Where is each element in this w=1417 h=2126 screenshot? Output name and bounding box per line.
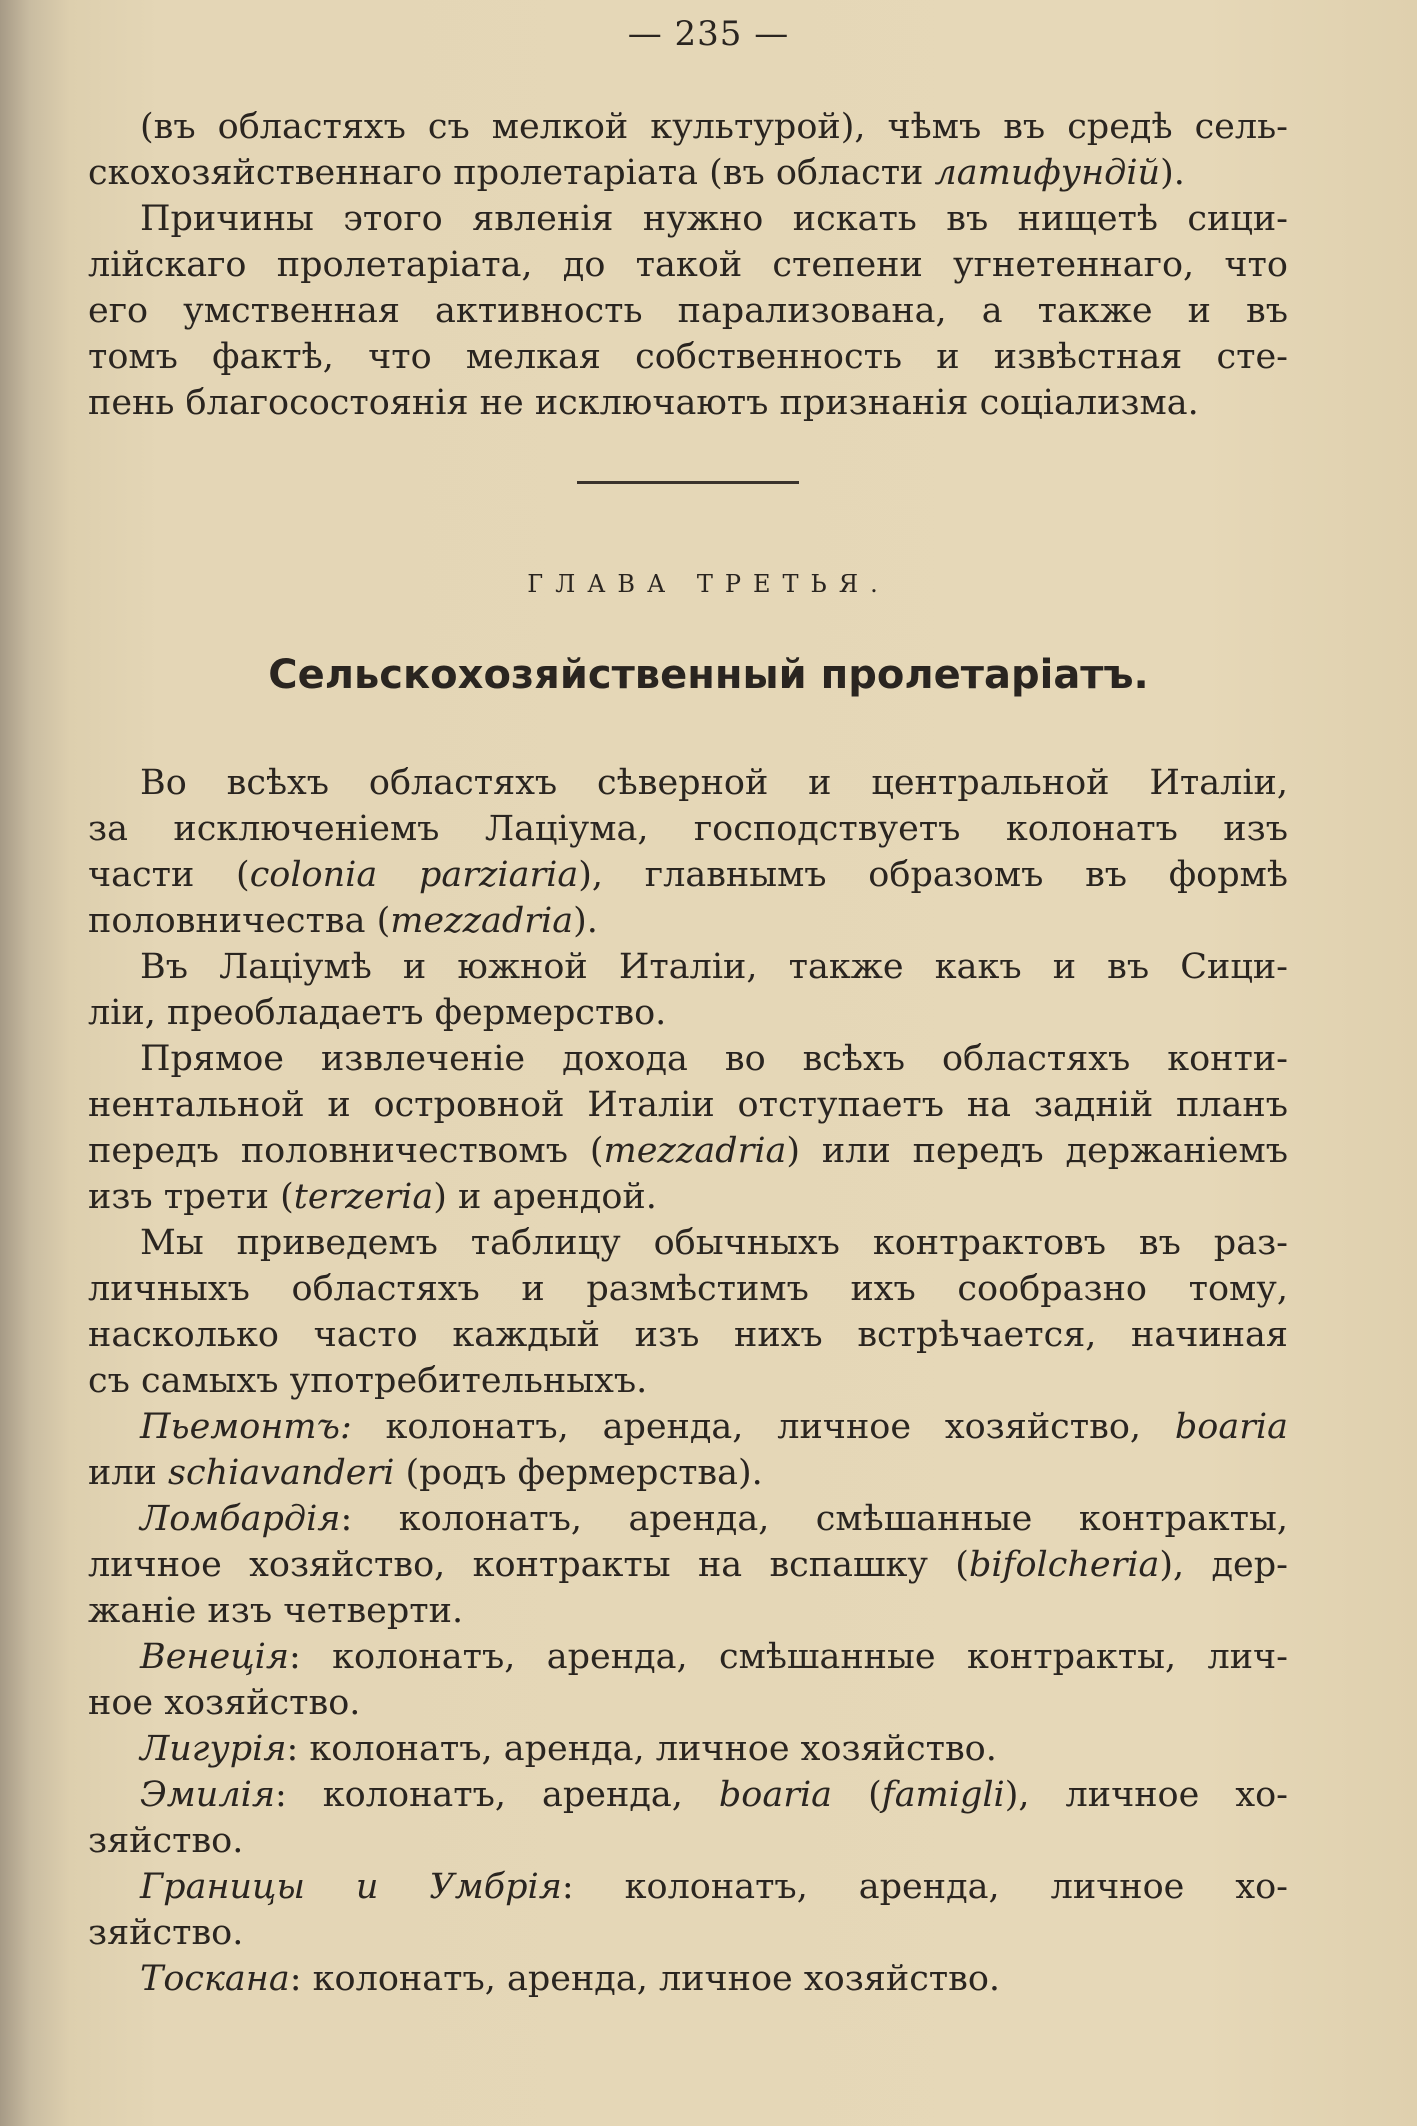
text-segment: скохозяйственнаго пролетаріата (въ области bbox=[88, 153, 935, 193]
text-segment: за исключеніемъ Лаціума, господствуетъ колонатъ изъ bbox=[88, 809, 1288, 849]
text-segment: : колонатъ, аренда, личное хозяйство. bbox=[289, 1959, 1001, 1999]
text-segment: ). bbox=[573, 901, 598, 941]
italic-term: colonia parziaria bbox=[249, 855, 579, 895]
text-line bbox=[88, 1588, 1288, 1634]
text-segment: ), главнымъ образомъ въ формѣ bbox=[578, 855, 1288, 895]
text-line bbox=[88, 1634, 1288, 1680]
text-segment: : колонатъ, аренда, bbox=[275, 1775, 719, 1815]
text-line bbox=[88, 1726, 1288, 1772]
text-segment: зяйство. bbox=[88, 1913, 244, 1953]
text-segment: томъ фактѣ, что мелкая собственность и извѣстная сте- bbox=[88, 337, 1288, 377]
text-segment: : колонатъ, аренда, личное хозяйство. bbox=[286, 1729, 997, 1769]
text-line bbox=[88, 1680, 1288, 1726]
text-segment: (родъ фермерства). bbox=[394, 1453, 763, 1493]
text-segment: насколько часто каждый изъ нихъ встрѣчается, начиная bbox=[88, 1315, 1288, 1355]
text-segment: съ самыхъ употребительныхъ. bbox=[88, 1361, 648, 1401]
text-segment: или bbox=[88, 1453, 169, 1493]
text-line bbox=[88, 990, 1288, 1036]
text-segment: Въ Лаціумѣ и южной Италіи, также какъ и въ Сици- bbox=[140, 947, 1288, 987]
italic-term: Эмилія bbox=[140, 1775, 275, 1815]
text-segment: ) и арендой. bbox=[433, 1177, 657, 1217]
italic-term: латифундій bbox=[934, 153, 1161, 193]
text-segment: части ( bbox=[88, 855, 250, 895]
text-line bbox=[88, 1910, 1288, 1956]
chapter-title: Сельскохозяйственный пролетаріатъ. bbox=[268, 652, 1149, 698]
text-segment: его умственная активность парализована, а также и въ bbox=[88, 291, 1288, 331]
text-line bbox=[88, 196, 1288, 242]
text-line bbox=[88, 334, 1288, 380]
italic-term: Лигурія bbox=[140, 1729, 287, 1769]
text-segment: зяйство. bbox=[88, 1821, 244, 1861]
text-line bbox=[88, 1956, 1288, 2002]
text-segment: Прямое извлеченіе дохода во всѣхъ областяхъ конти- bbox=[140, 1039, 1288, 1079]
italic-term: terzeria bbox=[293, 1177, 434, 1217]
text-segment: : колонатъ, аренда, личное хо- bbox=[561, 1867, 1288, 1907]
text-line bbox=[88, 944, 1288, 990]
text-line bbox=[88, 1404, 1288, 1450]
text-line bbox=[88, 150, 1288, 196]
text-segment: ное хозяйство. bbox=[88, 1683, 361, 1723]
text-segment: ), личное хо- bbox=[1004, 1775, 1288, 1815]
text-segment: ( bbox=[832, 1775, 882, 1815]
text-line bbox=[88, 104, 1288, 150]
text-segment: личныхъ областяхъ и размѣстимъ ихъ сообразно тому, bbox=[88, 1269, 1288, 1309]
chapter-label: ГЛАВА ТРЕТЬЯ. bbox=[527, 570, 890, 598]
italic-term: boaria bbox=[718, 1775, 833, 1815]
text-line bbox=[88, 1772, 1288, 1818]
text-segment: (въ областяхъ съ мелкой культурой), чѣмъ въ средѣ сель- bbox=[140, 107, 1288, 147]
italic-term: Ломбардія bbox=[140, 1499, 341, 1539]
text-line bbox=[88, 898, 1288, 944]
text-line bbox=[88, 242, 1288, 288]
italic-term: Тоскана bbox=[140, 1959, 290, 1999]
text-line bbox=[88, 1496, 1288, 1542]
page-number: — 235 — bbox=[627, 14, 790, 54]
italic-term: mezzadria bbox=[603, 1131, 787, 1171]
text-segment: ліи, преобладаетъ фермерство. bbox=[88, 993, 667, 1033]
text-line bbox=[88, 1174, 1288, 1220]
text-line bbox=[88, 380, 1288, 426]
text-line bbox=[88, 1864, 1288, 1910]
text-line bbox=[88, 1818, 1288, 1864]
text-segment: пень благосостоянія не исключаютъ признанія соціализма. bbox=[88, 383, 1199, 423]
text-line bbox=[88, 1266, 1288, 1312]
text-line bbox=[88, 288, 1288, 334]
text-segment: лійскаго пролетаріата, до такой степени угнетеннаго, что bbox=[88, 245, 1288, 285]
text-segment: половничества ( bbox=[88, 901, 391, 941]
text-line bbox=[88, 1036, 1288, 1082]
italic-term: Венеція bbox=[140, 1637, 289, 1677]
text-segment: изъ трети ( bbox=[88, 1177, 294, 1217]
text-segment: : колонатъ, аренда, смѣшанные контракты, лич- bbox=[289, 1637, 1288, 1677]
text-segment: Причины этого явленія нужно искать въ нищетѣ сици- bbox=[140, 199, 1288, 239]
text-segment: ) или передъ держаніемъ bbox=[786, 1131, 1288, 1171]
text-segment: Во всѣхъ областяхъ сѣверной и центральной Италіи, bbox=[140, 763, 1288, 803]
text-segment: : колонатъ, аренда, смѣшанные контракты, bbox=[340, 1499, 1288, 1539]
text-segment: ). bbox=[1160, 153, 1185, 193]
italic-term: schiavanderi bbox=[168, 1453, 395, 1493]
text-segment: жаніе изъ четверти. bbox=[88, 1591, 464, 1631]
text-line bbox=[88, 1220, 1288, 1266]
text-line bbox=[88, 1542, 1288, 1588]
italic-term: Пьемонтъ: bbox=[140, 1407, 352, 1447]
section-divider-rule bbox=[577, 481, 799, 484]
italic-term: famigli bbox=[881, 1775, 1005, 1815]
italic-term: boaria bbox=[1174, 1407, 1288, 1447]
text-segment: ), дер- bbox=[1159, 1545, 1288, 1585]
text-segment: передъ половничествомъ ( bbox=[88, 1131, 604, 1171]
text-line bbox=[88, 1450, 1288, 1496]
text-line bbox=[88, 760, 1288, 806]
text-line bbox=[88, 852, 1288, 898]
text-line bbox=[88, 1128, 1288, 1174]
text-line bbox=[88, 1312, 1288, 1358]
body-text-block bbox=[88, 760, 1288, 2002]
text-segment: Мы приведемъ таблицу обычныхъ контрактовъ въ раз- bbox=[140, 1223, 1288, 1263]
italic-term: Границы и Умбрія bbox=[140, 1867, 562, 1907]
text-line bbox=[88, 1082, 1288, 1128]
italic-term: mezzadria bbox=[390, 901, 574, 941]
text-line bbox=[88, 806, 1288, 852]
top-text-block bbox=[88, 104, 1288, 426]
italic-term: bifolcheria bbox=[968, 1545, 1160, 1585]
text-segment: колонатъ, аренда, личное хозяйство, bbox=[351, 1407, 1175, 1447]
text-segment: нентальной и островной Италіи отступаетъ на задній планъ bbox=[88, 1085, 1288, 1125]
text-segment: личное хозяйство, контракты на вспашку ( bbox=[88, 1545, 969, 1585]
text-line bbox=[88, 1358, 1288, 1404]
